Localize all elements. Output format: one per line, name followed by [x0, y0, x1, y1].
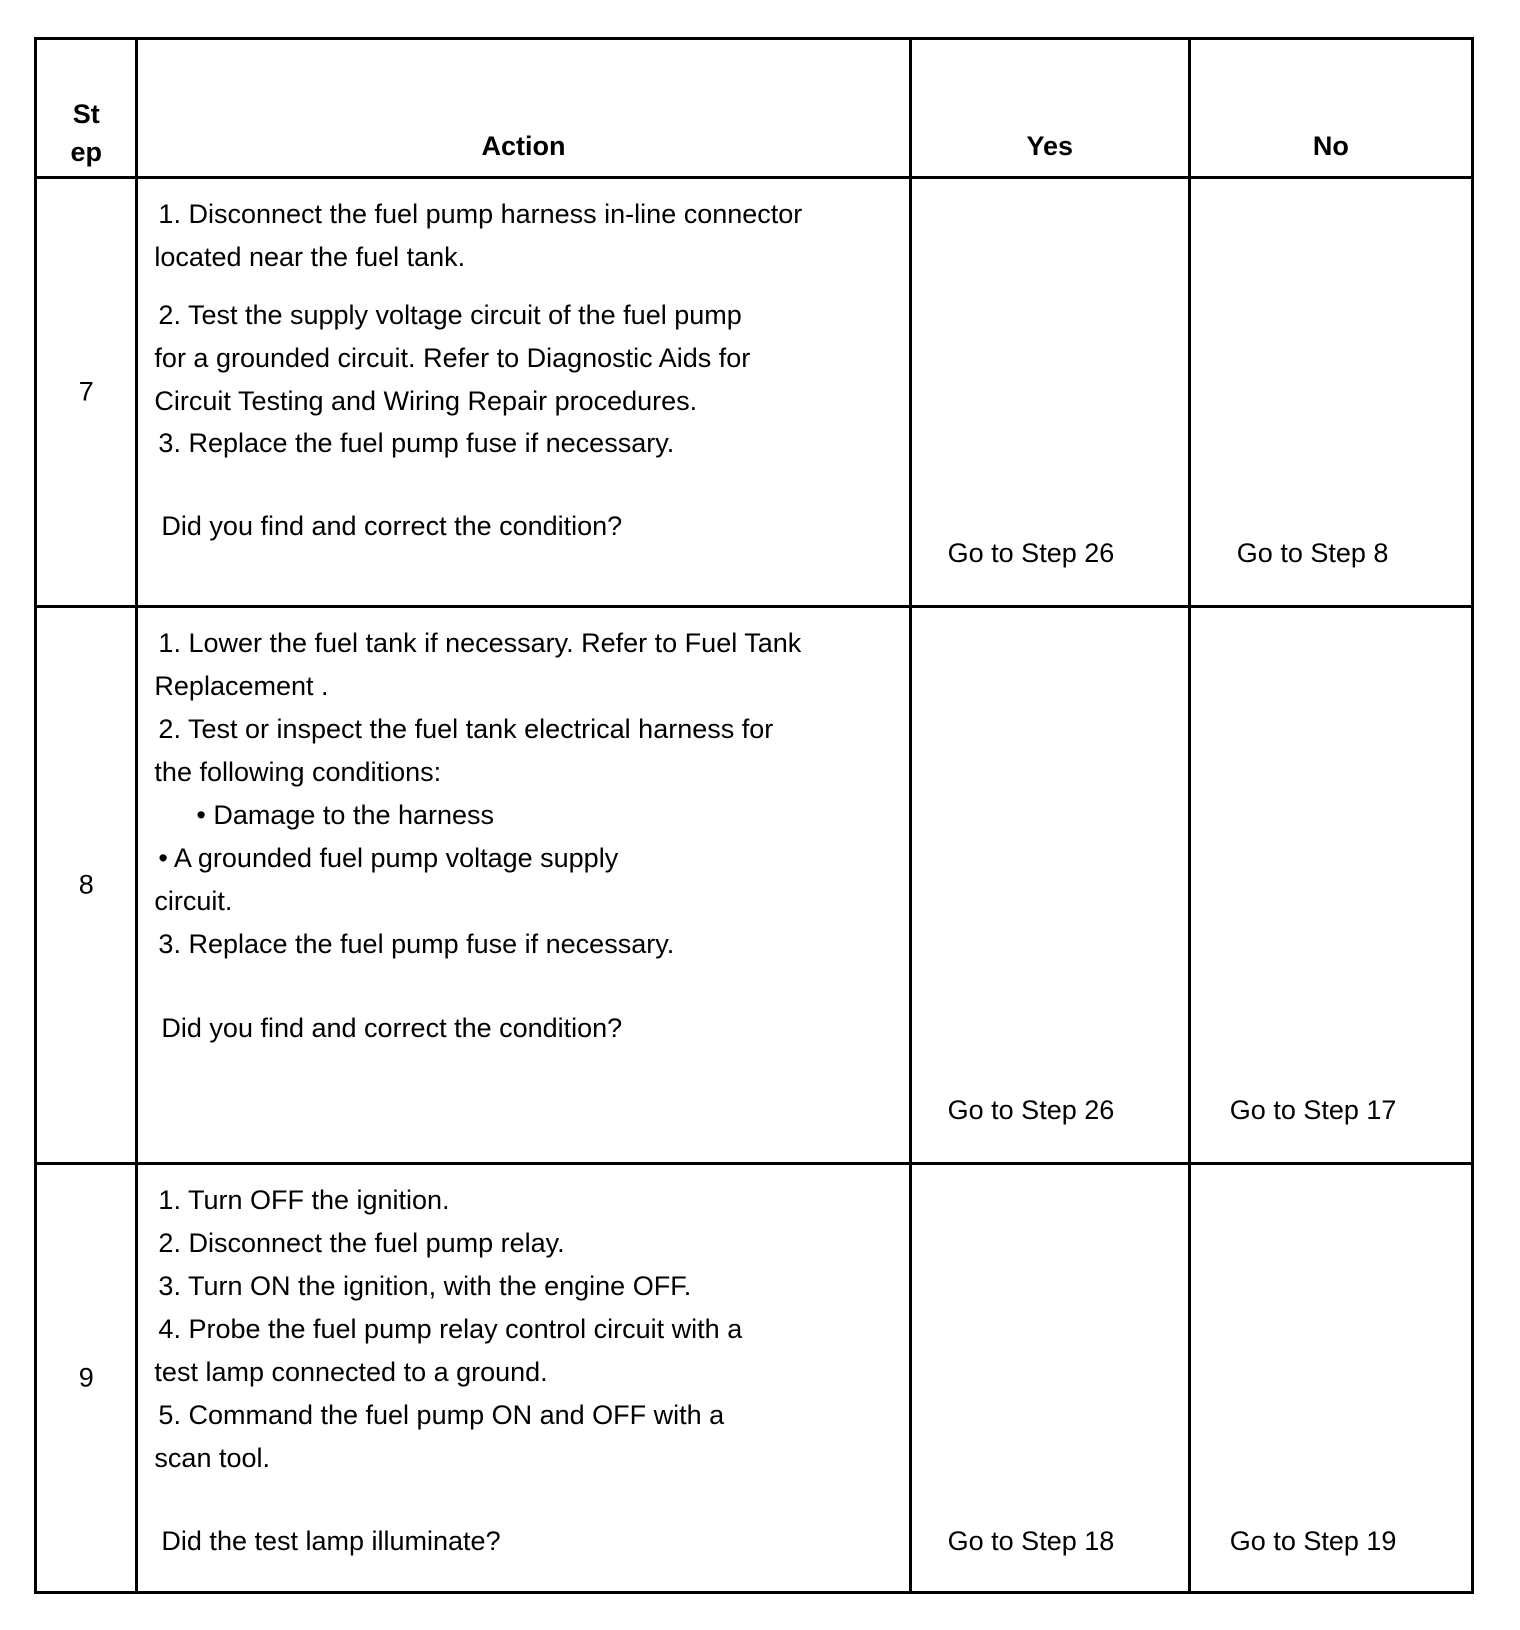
table-row-step-8 — [36, 606, 1473, 1164]
no-target: Go to Step 17 — [1229, 1094, 1397, 1125]
action-line: circuit. — [154, 885, 233, 916]
action-bullet: • Damage to the harness — [196, 799, 495, 830]
step-cell — [36, 606, 137, 1164]
no-target: Go to Step 19 — [1229, 1526, 1397, 1557]
action-line: 5. Command the fuel pump ON and OFF with a — [158, 1400, 725, 1431]
header-row — [36, 39, 1473, 178]
action-line: 2. Test the supply voltage circuit of the fuel pump — [158, 300, 742, 331]
action-line: 1. Turn OFF the ignition. — [158, 1185, 450, 1216]
action-cell — [137, 178, 910, 607]
header-step-line2: ep — [70, 137, 102, 167]
step-number: 9 — [78, 1362, 94, 1393]
action-line: for a grounded circuit. Refer to Diagnostic Aids for — [154, 343, 751, 374]
action-cell — [137, 606, 910, 1164]
action-line: Replacement . — [154, 670, 329, 701]
step-cell — [36, 178, 137, 607]
table-row-step-7 — [36, 178, 1473, 607]
action-question: Did you find and correct the condition? — [161, 511, 623, 542]
action-line: test lamp connected to a ground. — [154, 1357, 548, 1388]
yes-cell — [910, 606, 1189, 1164]
header-step-line1: St — [72, 99, 100, 129]
diagnostic-table — [34, 37, 1474, 1594]
yes-target: Go to Step 26 — [947, 1094, 1115, 1125]
header-no-label: No — [1312, 131, 1349, 162]
header-yes — [910, 39, 1189, 178]
action-line: 1. Lower the fuel tank if necessary. Refer to Fuel Tank — [158, 627, 802, 658]
action-cell — [137, 1164, 910, 1593]
action-line: 3. Replace the fuel pump fuse if necessary. — [158, 928, 675, 959]
action-question: Did the test lamp illuminate? — [161, 1526, 501, 1557]
yes-target: Go to Step 18 — [947, 1526, 1115, 1557]
table-row-step-9 — [36, 1164, 1473, 1593]
action-line: 2. Disconnect the fuel pump relay. — [158, 1228, 565, 1259]
no-cell — [1189, 606, 1472, 1164]
yes-cell — [910, 1164, 1189, 1593]
header-step — [36, 39, 137, 178]
action-bullet: • A grounded fuel pump voltage supply — [158, 842, 619, 873]
action-line: 1. Disconnect the fuel pump harness in-line connector — [158, 199, 803, 230]
action-line: the following conditions: — [154, 756, 442, 787]
yes-cell — [910, 178, 1189, 607]
header-yes-label: Yes — [1026, 131, 1073, 162]
no-target: Go to Step 8 — [1236, 538, 1389, 569]
step-number: 8 — [78, 869, 94, 900]
action-line: 3. Turn ON the ignition, with the engine OFF. — [158, 1271, 692, 1302]
step-number: 7 — [78, 376, 94, 407]
action-line: 4. Probe the fuel pump relay control circuit with a — [158, 1314, 743, 1345]
header-action — [137, 39, 910, 178]
action-line: located near the fuel tank. — [154, 242, 466, 273]
action-line: Circuit Testing and Wiring Repair procedures. — [154, 386, 698, 417]
header-no — [1189, 39, 1472, 178]
no-cell — [1189, 1164, 1472, 1593]
step-cell — [36, 1164, 137, 1593]
action-line: 3. Replace the fuel pump fuse if necessary. — [158, 428, 675, 459]
action-question: Did you find and correct the condition? — [161, 1012, 623, 1043]
header-action-label: Action — [481, 131, 566, 162]
no-cell — [1189, 178, 1472, 607]
action-line: scan tool. — [154, 1443, 270, 1474]
action-line: 2. Test or inspect the fuel tank electrical harness for — [158, 713, 774, 744]
yes-target: Go to Step 26 — [947, 538, 1115, 569]
